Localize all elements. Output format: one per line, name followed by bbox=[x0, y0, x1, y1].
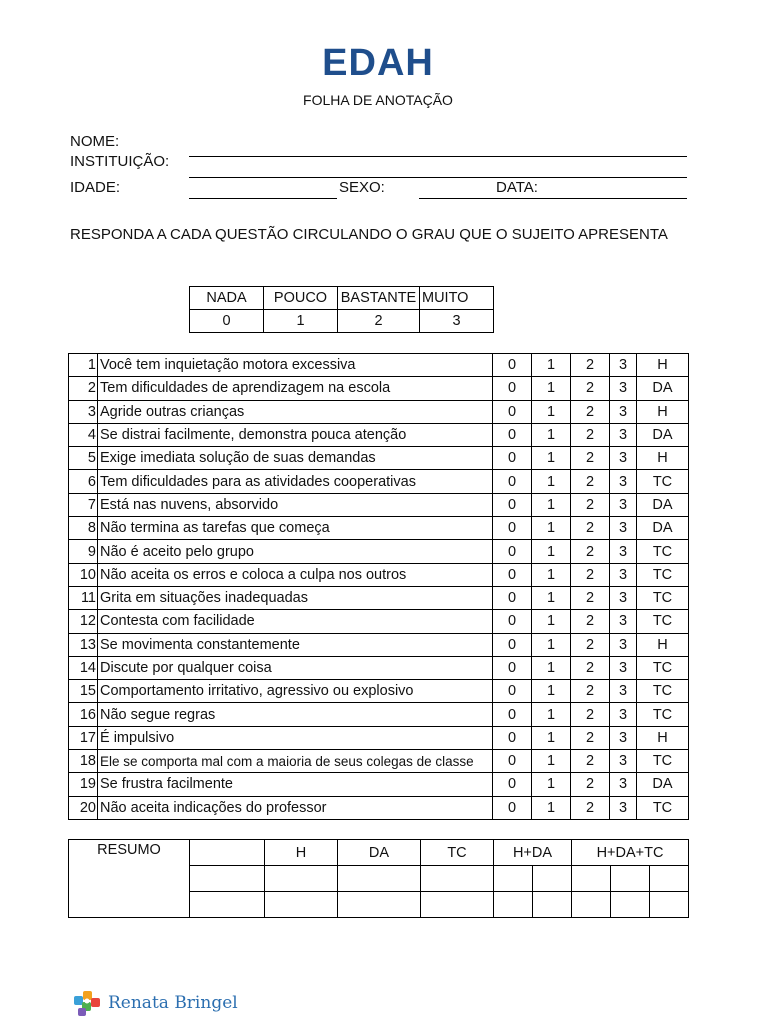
item-row bbox=[69, 656, 689, 679]
item-category: DA bbox=[637, 493, 689, 516]
summary-cell[interactable] bbox=[494, 892, 533, 918]
item-option-2[interactable]: 2 bbox=[571, 750, 610, 773]
item-option-2[interactable]: 2 bbox=[571, 354, 610, 377]
summary-cell[interactable] bbox=[494, 866, 533, 892]
item-row bbox=[69, 703, 689, 726]
item-text: Você tem inquietação motora excessiva bbox=[98, 354, 493, 377]
item-number: 12 bbox=[69, 610, 98, 633]
item-text: Comportamento irritativo, agressivo ou explosivo bbox=[98, 680, 493, 703]
item-number: 14 bbox=[69, 656, 98, 679]
brand-logo bbox=[72, 986, 238, 1020]
item-text: Se distrai facilmente, demonstra pouca atenção bbox=[98, 423, 493, 446]
item-category: TC bbox=[637, 750, 689, 773]
item-row bbox=[69, 517, 689, 540]
item-option-1[interactable]: 1 bbox=[532, 470, 571, 493]
brand-name: Renata Bringel bbox=[108, 993, 238, 1013]
item-option-1[interactable]: 1 bbox=[532, 517, 571, 540]
instituicao-label: INSTITUIÇÃO: bbox=[70, 153, 170, 170]
sexo-label: SEXO: bbox=[339, 179, 385, 196]
item-row bbox=[69, 470, 689, 493]
item-number: 19 bbox=[69, 773, 98, 796]
item-option-2[interactable]: 2 bbox=[571, 423, 610, 446]
item-number: 6 bbox=[69, 470, 98, 493]
scale-value: 3 bbox=[420, 310, 494, 333]
item-option-0[interactable]: 0 bbox=[493, 796, 532, 819]
item-option-1[interactable]: 1 bbox=[532, 377, 571, 400]
item-option-1[interactable]: 1 bbox=[532, 447, 571, 470]
summary-cell[interactable] bbox=[611, 866, 650, 892]
item-option-0[interactable]: 0 bbox=[493, 586, 532, 609]
item-row bbox=[69, 493, 689, 516]
item-option-0[interactable]: 0 bbox=[493, 470, 532, 493]
item-option-3[interactable]: 3 bbox=[610, 447, 637, 470]
summary-cell[interactable] bbox=[190, 866, 265, 892]
item-option-2[interactable]: 2 bbox=[571, 633, 610, 656]
item-row bbox=[69, 423, 689, 446]
instruction-text: RESPONDA A CADA QUESTÃO CIRCULANDO O GRAU QUE O SUJEITO APRESENTA bbox=[70, 226, 668, 243]
item-option-1[interactable]: 1 bbox=[532, 423, 571, 446]
item-option-1[interactable]: 1 bbox=[532, 750, 571, 773]
item-option-0[interactable]: 0 bbox=[493, 750, 532, 773]
scale-value: 0 bbox=[190, 310, 264, 333]
item-category: TC bbox=[637, 563, 689, 586]
item-category: DA bbox=[637, 517, 689, 540]
item-option-3[interactable]: 3 bbox=[610, 377, 637, 400]
summary-cell[interactable] bbox=[421, 892, 494, 918]
item-number: 20 bbox=[69, 796, 98, 819]
summary-cell[interactable] bbox=[338, 866, 421, 892]
item-text: Não aceita os erros e coloca a culpa nos outros bbox=[98, 563, 493, 586]
item-option-2[interactable]: 2 bbox=[571, 447, 610, 470]
item-text: Contesta com facilidade bbox=[98, 610, 493, 633]
item-option-1[interactable]: 1 bbox=[532, 796, 571, 819]
item-option-2[interactable]: 2 bbox=[571, 703, 610, 726]
item-text: Exige imediata solução de suas demandas bbox=[98, 447, 493, 470]
item-option-2[interactable]: 2 bbox=[571, 540, 610, 563]
item-option-1[interactable]: 1 bbox=[532, 586, 571, 609]
item-option-2[interactable]: 2 bbox=[571, 796, 610, 819]
item-option-0[interactable]: 0 bbox=[493, 423, 532, 446]
item-category: TC bbox=[637, 586, 689, 609]
item-option-1[interactable]: 1 bbox=[532, 563, 571, 586]
item-category: DA bbox=[637, 423, 689, 446]
data-label: DATA: bbox=[496, 179, 538, 196]
scale-label: BASTANTE bbox=[338, 287, 420, 310]
item-category: DA bbox=[637, 773, 689, 796]
item-option-1[interactable]: 1 bbox=[532, 354, 571, 377]
item-option-1[interactable]: 1 bbox=[532, 633, 571, 656]
item-number: 10 bbox=[69, 563, 98, 586]
item-option-0[interactable]: 0 bbox=[493, 610, 532, 633]
item-number: 1 bbox=[69, 354, 98, 377]
item-category: TC bbox=[637, 680, 689, 703]
item-text: Não segue regras bbox=[98, 703, 493, 726]
item-text: Não aceita indicações do professor bbox=[98, 796, 493, 819]
item-option-2[interactable]: 2 bbox=[571, 493, 610, 516]
item-category: H bbox=[637, 633, 689, 656]
item-number: 9 bbox=[69, 540, 98, 563]
summary-table bbox=[68, 839, 689, 918]
item-option-3[interactable]: 3 bbox=[610, 796, 637, 819]
summary-cell[interactable] bbox=[572, 866, 611, 892]
item-option-3[interactable]: 3 bbox=[610, 633, 637, 656]
item-option-1[interactable]: 1 bbox=[532, 610, 571, 633]
item-number: 8 bbox=[69, 517, 98, 540]
idade-label: IDADE: bbox=[70, 179, 121, 196]
item-text: Se frustra facilmente bbox=[98, 773, 493, 796]
questionnaire-table bbox=[68, 353, 689, 820]
item-option-3[interactable]: 3 bbox=[610, 540, 637, 563]
page-title: EDAH bbox=[322, 42, 434, 84]
item-text: Agride outras crianças bbox=[98, 400, 493, 423]
summary-blank-header bbox=[190, 840, 265, 866]
item-option-3[interactable]: 3 bbox=[610, 400, 637, 423]
item-row bbox=[69, 796, 689, 819]
item-category: TC bbox=[637, 796, 689, 819]
item-option-0[interactable]: 0 bbox=[493, 447, 532, 470]
item-option-2[interactable]: 2 bbox=[571, 400, 610, 423]
summary-cell[interactable] bbox=[611, 892, 650, 918]
summary-cell[interactable] bbox=[533, 892, 572, 918]
summary-cell[interactable] bbox=[338, 892, 421, 918]
item-category: H bbox=[637, 447, 689, 470]
summary-cell[interactable] bbox=[265, 892, 338, 918]
item-option-3[interactable]: 3 bbox=[610, 517, 637, 540]
item-text: Grita em situações inadequadas bbox=[98, 586, 493, 609]
item-row bbox=[69, 726, 689, 749]
item-option-3[interactable]: 3 bbox=[610, 656, 637, 679]
item-option-3[interactable]: 3 bbox=[610, 680, 637, 703]
nome-label: NOME: bbox=[70, 133, 120, 150]
item-row bbox=[69, 633, 689, 656]
item-row bbox=[69, 354, 689, 377]
item-number: 15 bbox=[69, 680, 98, 703]
item-category: TC bbox=[637, 540, 689, 563]
item-option-2[interactable]: 2 bbox=[571, 586, 610, 609]
summary-cell[interactable] bbox=[533, 866, 572, 892]
scale-label: NADA bbox=[190, 287, 264, 310]
item-option-1[interactable]: 1 bbox=[532, 680, 571, 703]
summary-cell[interactable] bbox=[650, 866, 689, 892]
summary-cell[interactable] bbox=[265, 866, 338, 892]
item-option-1[interactable]: 1 bbox=[532, 400, 571, 423]
item-category: DA bbox=[637, 377, 689, 400]
page-subtitle: FOLHA DE ANOTAÇÃO bbox=[303, 92, 453, 108]
scale-label: MUITO bbox=[420, 287, 494, 310]
item-option-3[interactable]: 3 bbox=[610, 423, 637, 446]
item-option-2[interactable]: 2 bbox=[571, 656, 610, 679]
item-number: 17 bbox=[69, 726, 98, 749]
item-option-3[interactable]: 3 bbox=[610, 726, 637, 749]
instituicao-field-line[interactable] bbox=[189, 177, 687, 178]
item-option-3[interactable]: 3 bbox=[610, 586, 637, 609]
summary-header: H+DA bbox=[494, 840, 572, 866]
item-row bbox=[69, 377, 689, 400]
item-category: TC bbox=[637, 703, 689, 726]
item-row bbox=[69, 610, 689, 633]
item-row bbox=[69, 447, 689, 470]
scale-value: 2 bbox=[338, 310, 420, 333]
summary-cell[interactable] bbox=[572, 892, 611, 918]
item-number: 3 bbox=[69, 400, 98, 423]
item-option-3[interactable]: 3 bbox=[610, 493, 637, 516]
item-row bbox=[69, 563, 689, 586]
item-option-0[interactable]: 0 bbox=[493, 563, 532, 586]
summary-cell[interactable] bbox=[190, 892, 265, 918]
nome-field-line[interactable] bbox=[189, 156, 687, 157]
item-option-2[interactable]: 2 bbox=[571, 563, 610, 586]
item-option-2[interactable]: 2 bbox=[571, 726, 610, 749]
item-text: Tem dificuldades para as atividades cooperativas bbox=[98, 470, 493, 493]
item-option-0[interactable]: 0 bbox=[493, 400, 532, 423]
summary-label: RESUMO bbox=[69, 840, 190, 918]
item-option-2[interactable]: 2 bbox=[571, 470, 610, 493]
item-option-0[interactable]: 0 bbox=[493, 493, 532, 516]
item-number: 13 bbox=[69, 633, 98, 656]
idade-field-line[interactable] bbox=[189, 198, 337, 199]
item-option-3[interactable]: 3 bbox=[610, 750, 637, 773]
sexo-data-field-line[interactable] bbox=[419, 198, 687, 199]
item-option-1[interactable]: 1 bbox=[532, 540, 571, 563]
item-number: 18 bbox=[69, 750, 98, 773]
item-row bbox=[69, 540, 689, 563]
item-option-2[interactable]: 2 bbox=[571, 680, 610, 703]
item-row bbox=[69, 680, 689, 703]
item-text: Não é aceito pelo grupo bbox=[98, 540, 493, 563]
item-number: 5 bbox=[69, 447, 98, 470]
item-category: TC bbox=[637, 656, 689, 679]
item-number: 2 bbox=[69, 377, 98, 400]
item-text: Discute por qualquer coisa bbox=[98, 656, 493, 679]
item-category: H bbox=[637, 726, 689, 749]
item-category: TC bbox=[637, 610, 689, 633]
item-option-3[interactable]: 3 bbox=[610, 703, 637, 726]
item-category: TC bbox=[637, 470, 689, 493]
item-number: 7 bbox=[69, 493, 98, 516]
item-number: 11 bbox=[69, 586, 98, 609]
item-option-3[interactable]: 3 bbox=[610, 470, 637, 493]
item-option-0[interactable]: 0 bbox=[493, 354, 532, 377]
item-option-1[interactable]: 1 bbox=[532, 493, 571, 516]
item-text: Se movimenta constantemente bbox=[98, 633, 493, 656]
item-text: Está nas nuvens, absorvido bbox=[98, 493, 493, 516]
item-row bbox=[69, 400, 689, 423]
item-option-3[interactable]: 3 bbox=[610, 773, 637, 796]
item-option-0[interactable]: 0 bbox=[493, 540, 532, 563]
item-row bbox=[69, 586, 689, 609]
item-number: 16 bbox=[69, 703, 98, 726]
item-option-0[interactable]: 0 bbox=[493, 377, 532, 400]
summary-cell[interactable] bbox=[421, 866, 494, 892]
puzzle-icon bbox=[72, 988, 102, 1018]
item-option-0[interactable]: 0 bbox=[493, 656, 532, 679]
item-option-1[interactable]: 1 bbox=[532, 703, 571, 726]
item-option-0[interactable]: 0 bbox=[493, 517, 532, 540]
item-category: H bbox=[637, 400, 689, 423]
item-option-0[interactable]: 0 bbox=[493, 680, 532, 703]
item-option-1[interactable]: 1 bbox=[532, 726, 571, 749]
item-option-1[interactable]: 1 bbox=[532, 656, 571, 679]
item-category: H bbox=[637, 354, 689, 377]
item-number: 4 bbox=[69, 423, 98, 446]
item-option-2[interactable]: 2 bbox=[571, 517, 610, 540]
item-text: Não termina as tarefas que começa bbox=[98, 517, 493, 540]
summary-header: H+DA+TC bbox=[572, 840, 689, 866]
scale-legend-table bbox=[189, 286, 494, 333]
item-option-2[interactable]: 2 bbox=[571, 773, 610, 796]
summary-header: H bbox=[265, 840, 338, 866]
item-option-3[interactable]: 3 bbox=[610, 563, 637, 586]
item-option-0[interactable]: 0 bbox=[493, 703, 532, 726]
item-option-1[interactable]: 1 bbox=[532, 773, 571, 796]
item-option-0[interactable]: 0 bbox=[493, 726, 532, 749]
item-option-3[interactable]: 3 bbox=[610, 354, 637, 377]
item-option-3[interactable]: 3 bbox=[610, 610, 637, 633]
item-text: Tem dificuldades de aprendizagem na escola bbox=[98, 377, 493, 400]
item-row bbox=[69, 773, 689, 796]
item-text: Ele se comporta mal com a maioria de seus colegas de classe bbox=[98, 750, 493, 773]
item-option-0[interactable]: 0 bbox=[493, 633, 532, 656]
summary-header: TC bbox=[421, 840, 494, 866]
item-option-2[interactable]: 2 bbox=[571, 377, 610, 400]
summary-cell[interactable] bbox=[650, 892, 689, 918]
summary-header: DA bbox=[338, 840, 421, 866]
item-option-2[interactable]: 2 bbox=[571, 610, 610, 633]
item-text: É impulsivo bbox=[98, 726, 493, 749]
item-option-0[interactable]: 0 bbox=[493, 773, 532, 796]
scale-label: POUCO bbox=[264, 287, 338, 310]
scale-value: 1 bbox=[264, 310, 338, 333]
item-row bbox=[69, 750, 689, 773]
